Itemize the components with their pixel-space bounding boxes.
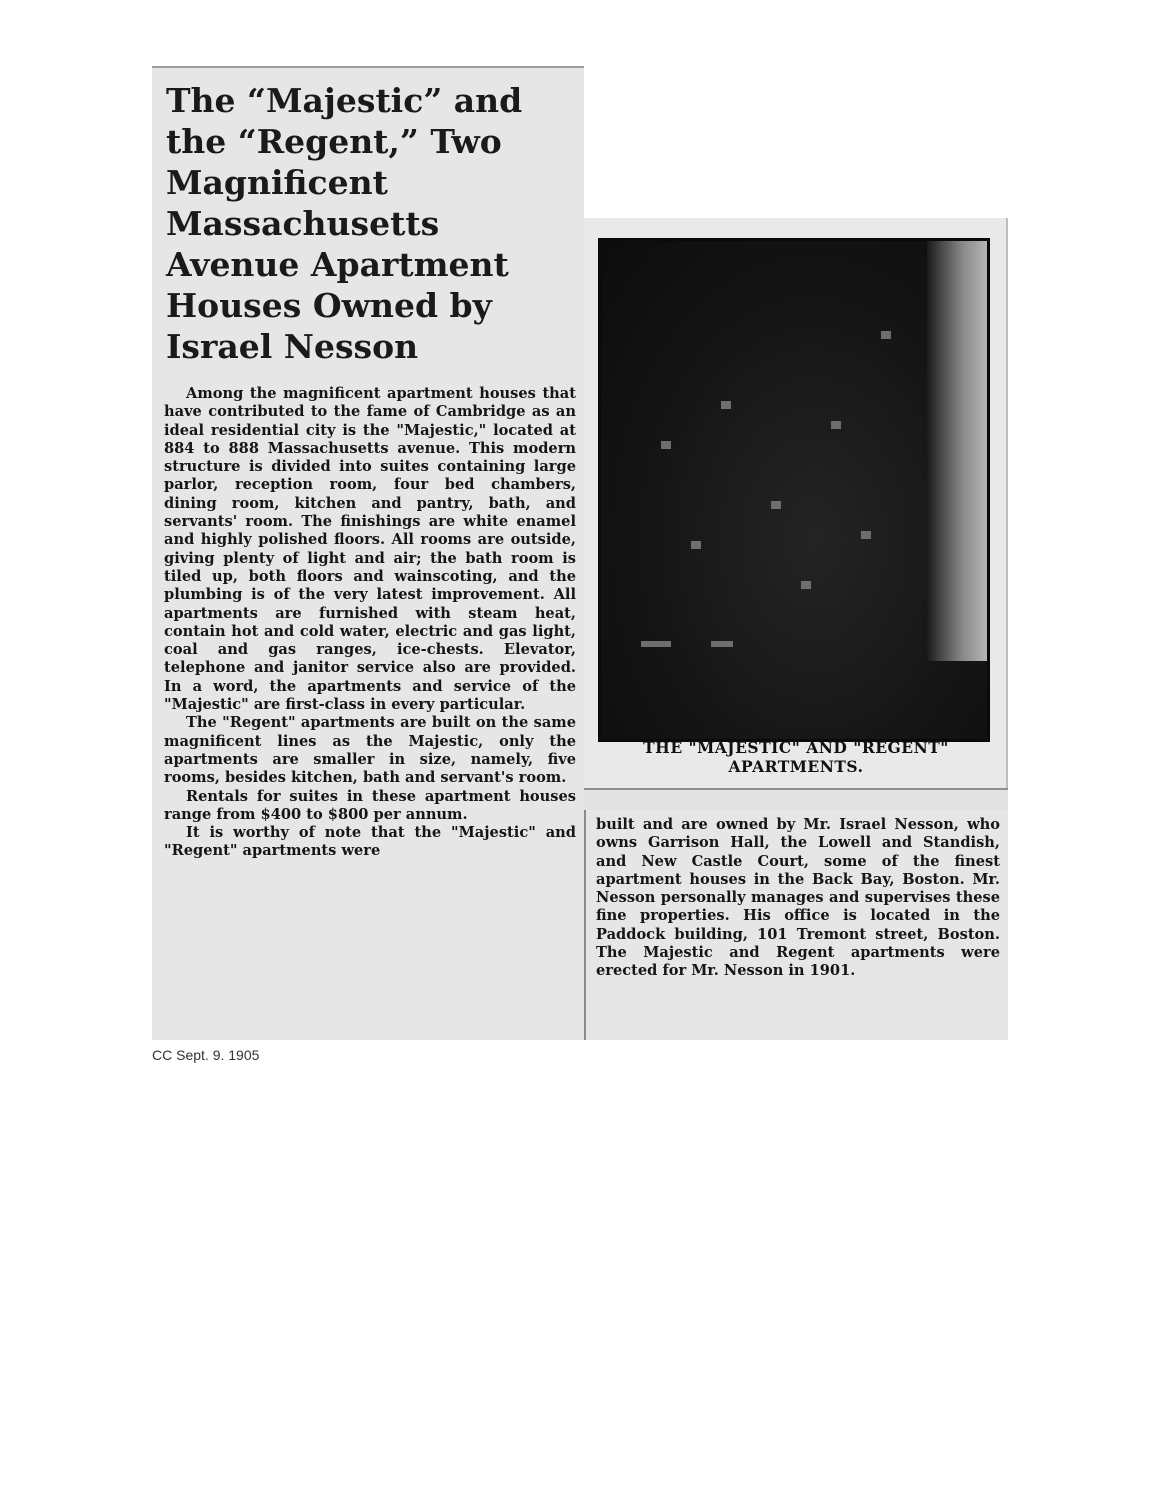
article-paragraph: It is worthy of note that the "Majestic" and "Regent" apartments were [164, 824, 576, 860]
photo-caption-line: THE "MAJESTIC" AND "REGENT" [643, 738, 949, 757]
article-clipping-right-column [584, 810, 1008, 1040]
article-paragraph: built and are owned by Mr. Israel Nesson, who owns Garrison Hall, the Lowell and Standish, and New Castle Court, some of the finest apartment houses in the Back Bay, Boston. Mr. Nesson personally manages and supervises these fine properties. His office is located in the Paddock building, 101 Tremont street, Boston. The Majestic and Regent apartments were erected for Mr. Nesson in 1901. [596, 816, 1000, 980]
article-clipping-left-column [152, 66, 584, 1040]
photo-caption [584, 738, 1008, 776]
article-paragraph: Among the magnificent apartment houses that have contributed to the fame of Cambridge as an ideal residential city is the "Majestic," located at 884 to 888 Massachusetts avenue. This modern structure is divided into suites containing large parlor, reception room, four bed chambers, dining room, kitchen and pantry, bath, and servants' room. The finishings are white enamel and highly polished floors. All rooms are outside, giving plenty of light and air; the bath room is tiled up, both floors and wainscoting, and the plumbing is of the very latest improvement. All apartments are furnished with steam heat, contain hot and cold water, electric and gas light, coal and gas ranges, ice-chests. Elevator, telephone and janitor service also are provided. In a word, the apartments and service of the "Majestic" are first-class in every particular. [164, 385, 576, 714]
source-citation: CC Sept. 9. 1905 [152, 1047, 260, 1063]
article-body-right [596, 816, 1000, 981]
article-paragraph: Rentals for suites in these apartment houses range from $400 to $800 per annum. [164, 787, 576, 823]
apartment-building-photo [598, 238, 990, 742]
photo-clipping [584, 218, 1008, 788]
article-headline: The “Majestic” and the “Regent,” Two Magnificent Massachusetts Avenue Apartment Houses Owned by Israel Nesson [166, 81, 523, 366]
article-paragraph: The "Regent" apartments are built on the same magnificent lines as the Majestic, only the apartments are smaller in size, namely, five rooms, besides kitchen, bath and servant's room. [164, 714, 576, 787]
article-body-left [164, 385, 576, 861]
column-divider [584, 788, 1008, 810]
photo-caption-line: APARTMENTS. [728, 757, 864, 776]
